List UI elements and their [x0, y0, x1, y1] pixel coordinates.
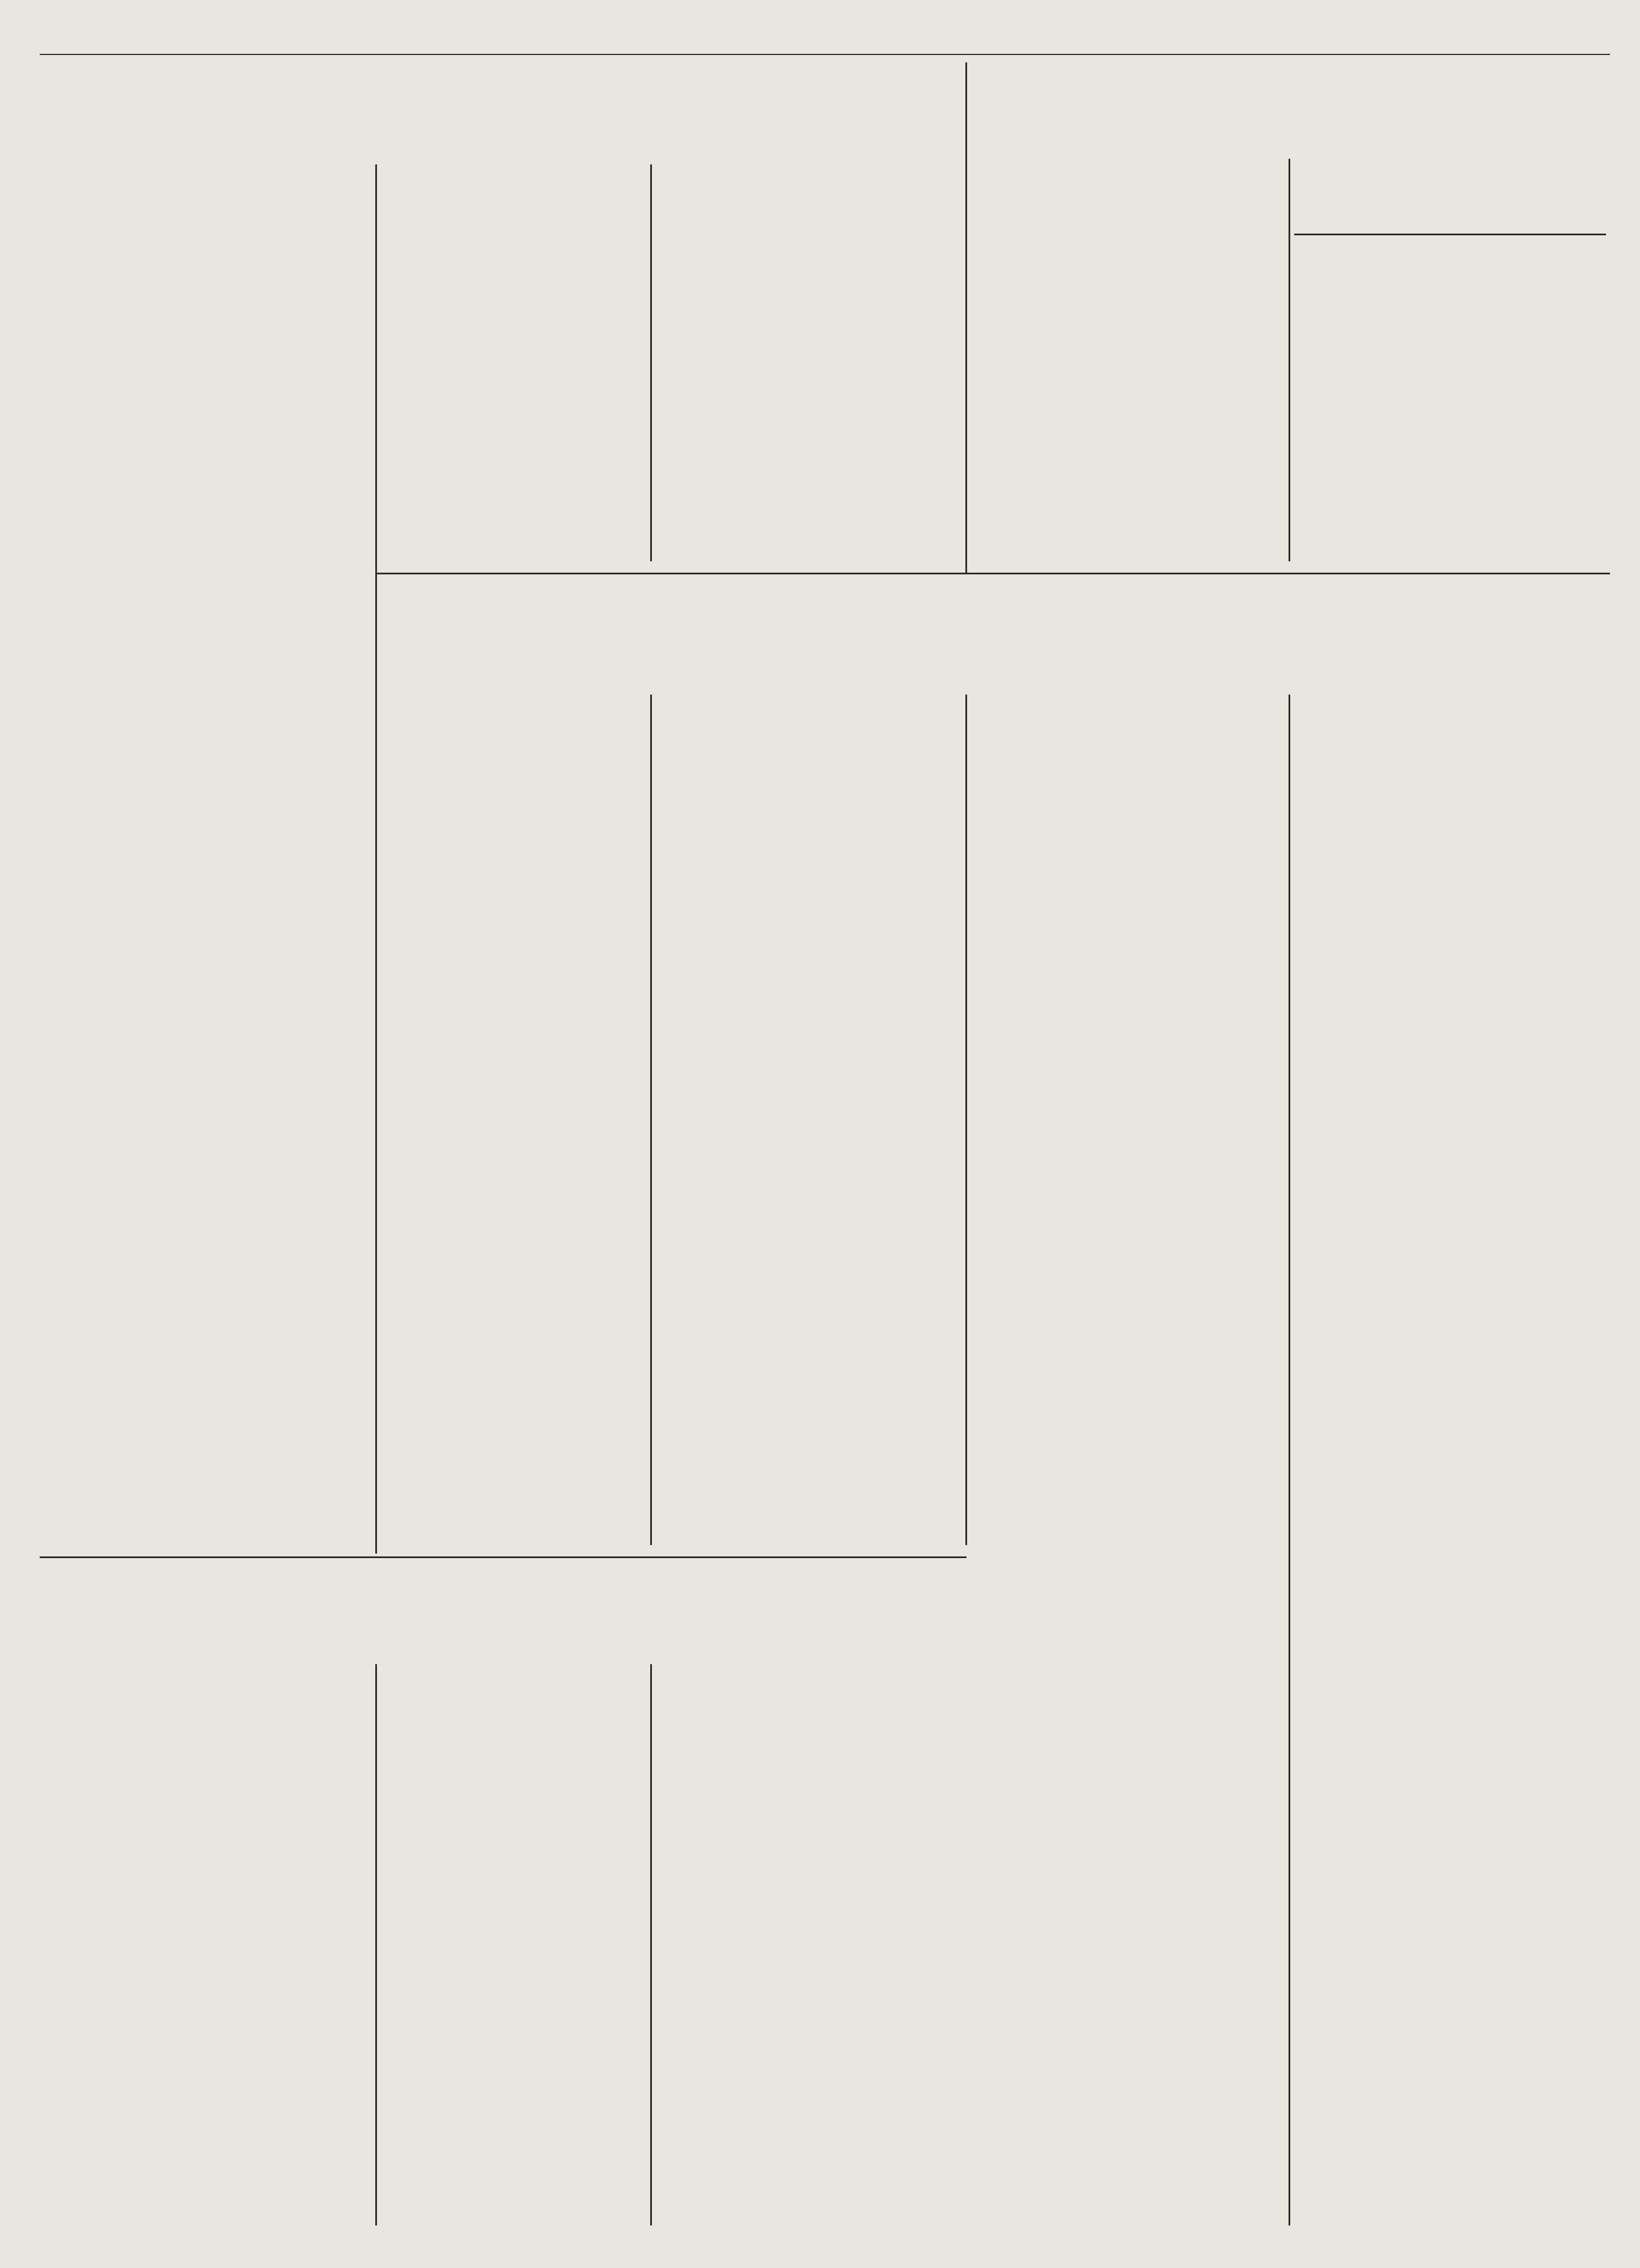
article-4-column-2 — [656, 695, 962, 1545]
column-divider — [375, 1664, 377, 2225]
header-rule — [40, 54, 1610, 55]
section-rule — [40, 1556, 967, 1558]
article-5-column-1 — [40, 1664, 371, 2225]
article-5-column-3 — [656, 1664, 962, 2225]
article-1-column-1 — [40, 164, 371, 1537]
section-rule — [377, 573, 1610, 574]
article-4-column-4 — [1294, 695, 1606, 2220]
column-divider — [375, 164, 377, 1554]
article-1-column-3 — [656, 164, 962, 561]
article-4-column-1 — [381, 695, 647, 1545]
column-divider — [650, 695, 652, 1545]
article-2-column-2 — [1294, 159, 1606, 232]
article-4-column-3 — [971, 695, 1285, 2220]
column-divider — [1289, 695, 1290, 2225]
column-divider — [965, 62, 967, 573]
article-3-body — [1294, 303, 1606, 564]
column-divider — [650, 1664, 652, 2225]
section-rule — [1294, 234, 1606, 235]
column-divider — [965, 695, 967, 1545]
article-2-column-1 — [971, 159, 1285, 561]
article-5-column-2 — [381, 1664, 647, 2225]
page-header — [34, 22, 1616, 50]
column-divider — [650, 164, 652, 561]
article-1-headline — [40, 61, 825, 163]
column-divider — [1289, 159, 1290, 561]
article-1-column-2 — [381, 164, 647, 561]
